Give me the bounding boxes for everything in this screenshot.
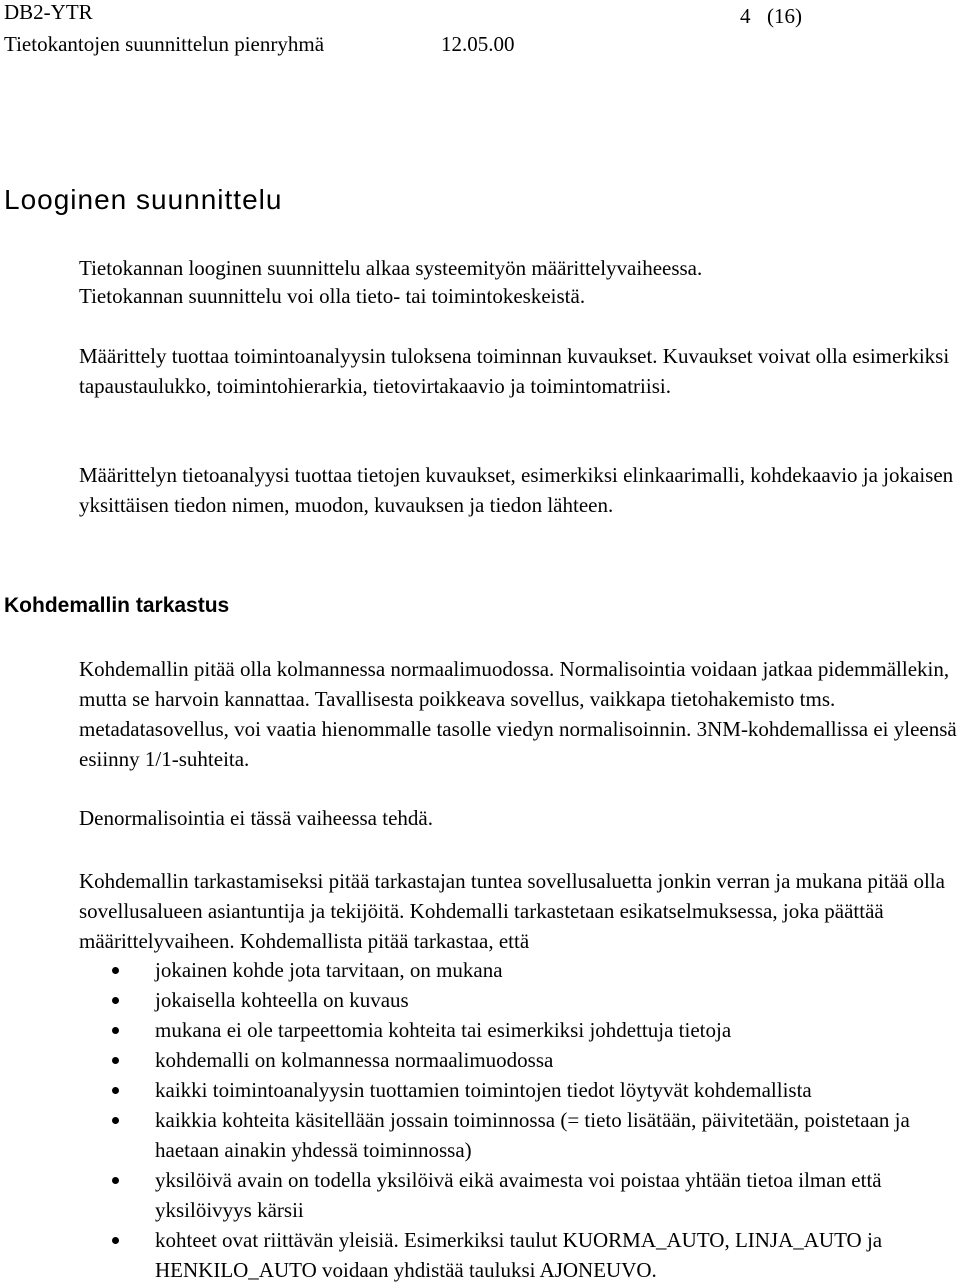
page-total: (16)	[767, 4, 802, 28]
list-item	[79, 985, 959, 1015]
list-item-text: jokaisella kohteella on kuvaus	[155, 988, 409, 1012]
checklist	[79, 955, 959, 1285]
list-item-text: jokainen kohde jota tarvitaan, on mukana	[155, 958, 503, 982]
intro-line-2: Tietokannan suunnittelu voi olla tieto- tai toimintokeskeistä.	[79, 284, 586, 308]
intro-line-1: Tietokannan looginen suunnittelu alkaa systeemityön määrittelyvaiheessa.	[79, 256, 703, 280]
group-name: Tietokantojen suunnittelun pienryhmä	[4, 32, 325, 56]
doc-date: 12.05.00	[441, 32, 515, 56]
doc-id: DB2-YTR	[4, 0, 93, 24]
list-item-text: kaikki toimintoanalyysin tuottamien toimintojen tiedot löytyvät kohdemallista	[155, 1078, 812, 1102]
bullet-icon	[112, 967, 119, 974]
list-item-text: kohteet ovat riittävän yleisiä. Esimerkiksi taulut KUORMA_AUTO, LINJA_AUTO ja HENKILO_AUTO voidaan yhdistää tauluksi AJONEUVO.	[155, 1228, 883, 1282]
list-item	[79, 1045, 959, 1075]
list-item	[79, 1075, 959, 1105]
paragraph-denormalisointi: Denormalisointia ei tässä vaiheessa tehdä.	[79, 806, 433, 830]
bullet-icon	[112, 1117, 119, 1124]
list-item	[79, 955, 959, 985]
list-item	[79, 1105, 959, 1165]
page-number	[740, 4, 802, 28]
bullet-icon	[112, 1057, 119, 1064]
paragraph-tietoanalyysi: Määrittelyn tietoanalyysi tuottaa tietojen kuvaukset, esimerkiksi elinkaarimalli, kohdekaavio ja jokaisen yksittäisen tiedon nimen, muodon, kuvauksen ja tiedon lähteen.	[79, 463, 954, 517]
page-current: 4	[740, 4, 751, 28]
paragraph-maarittely: Määrittely tuottaa toimintoanalyysin tuloksena toiminnan kuvaukset. Kuvaukset voivat olla esimerkiksi tapaustaulukko, toimintohierarkia, tietovirtakaavio ja toimintomatriisi.	[79, 344, 950, 398]
paragraph-normalisointi: Kohdemallin pitää olla kolmannessa normaalimuodossa. Normalisointia voidaan jatkaa pidemmällekin, mutta se harvoin kannattaa. Tavallisesta poikkeava sovellus, vaikkapa tietohakemisto tms. metadatasovellus, voi vaatia hienommalle tasolle viedyn normalisoinnin. 3NM-kohdemallissa ei yleensä esiinny 1/1-suhteita.	[79, 657, 957, 771]
list-item-text: mukana ei ole tarpeettomia kohteita tai esimerkiksi johdettuja tietoja	[155, 1018, 732, 1042]
list-item-text: yksilöivä avain on todella yksilöivä eikä avaimesta voi poistaa yhtään tietoa ilman että yksilöivyys kärsii	[155, 1168, 882, 1222]
page-title: Looginen suunnittelu	[4, 184, 283, 215]
list-item	[79, 1165, 959, 1225]
bullet-icon	[112, 1237, 119, 1244]
list-item	[79, 1225, 959, 1285]
list-item-text: kaikkia kohteita käsitellään jossain toiminnossa (= tieto lisätään, päivitetään, poistetaan ja haetaan ainakin yhdessä toiminnossa)	[155, 1108, 910, 1162]
bullet-icon	[112, 1027, 119, 1034]
bullet-icon	[112, 1087, 119, 1094]
bullet-icon	[112, 1177, 119, 1184]
bullet-icon	[112, 997, 119, 1004]
section-heading: Kohdemallin tarkastus	[4, 594, 230, 617]
list-item-text: kohdemalli on kolmannessa normaalimuodossa	[155, 1048, 554, 1072]
list-item	[79, 1015, 959, 1045]
paragraph-tarkastus: Kohdemallin tarkastamiseksi pitää tarkastajan tuntea sovellusaluetta jonkin verran ja mukana pitää olla sovellusalueen asiantuntija ja tekijöitä. Kohdemalli tarkastetaan esikatselmuksessa, joka päättää määrittelyvaiheen. Kohdemallista pitää tarkastaa, että	[79, 869, 945, 953]
